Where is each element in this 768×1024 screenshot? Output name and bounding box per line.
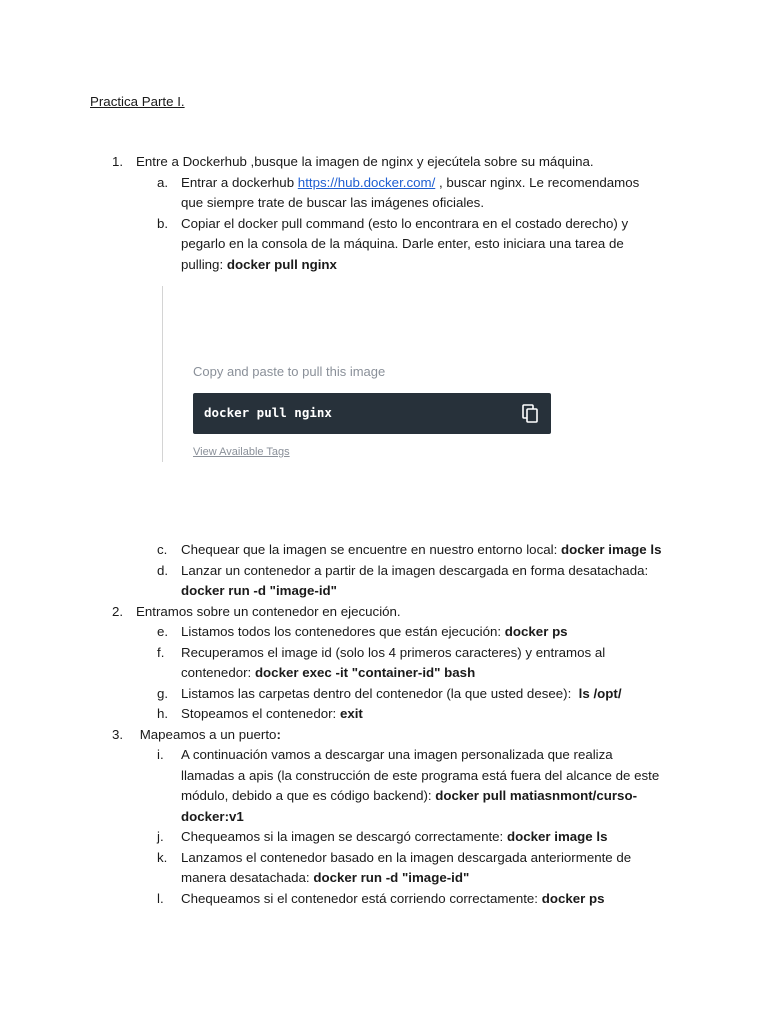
sublist-label: k. xyxy=(157,850,168,865)
sublist-item-j xyxy=(181,827,607,847)
sublist-label: l. xyxy=(157,891,164,906)
text: , buscar nginx. Le recomendamos xyxy=(435,175,640,190)
pull-command: docker pull nginx xyxy=(204,405,332,420)
list-item-text: Entre a Dockerhub ,busque la imagen de nginx y ejecútela sobre su máquina. xyxy=(136,154,594,169)
text: Chequeamos si el contenedor está corriendo correctamente: xyxy=(181,891,542,906)
text: Mapeamos a un puerto xyxy=(136,727,277,742)
command: docker ps xyxy=(541,891,605,906)
command: docker exec -it "container-id" bash xyxy=(254,665,476,680)
sublist-item-i-line4 xyxy=(181,807,244,827)
sublist-label: i. xyxy=(157,747,164,762)
command: exit xyxy=(339,706,363,721)
sublist-item-a xyxy=(181,173,639,193)
sublist-item-g xyxy=(181,684,622,704)
sublist-item-k-line1: Lanzamos el contenedor basado en la imagen descargada anteriormente de xyxy=(181,850,632,865)
command: docker pull nginx xyxy=(226,257,337,272)
view-tags-link[interactable]: View Available Tags xyxy=(193,446,290,458)
sublist-label: g. xyxy=(157,686,169,701)
text: Stopeamos el contenedor: xyxy=(181,706,340,721)
text: manera desatachada: xyxy=(181,870,314,885)
sublist-item-f-line1: Recuperamos el image id (solo los 4 primeros caracteres) y entramos al xyxy=(181,645,606,660)
list-item-text xyxy=(136,725,281,745)
command: docker:v1 xyxy=(181,809,244,824)
pull-caption: Copy and paste to pull this image xyxy=(193,364,386,379)
sublist-item-d-line1: Lanzar un contenedor a partir de la imagen descargada en forma desatachada: xyxy=(181,563,649,578)
text: Entrar a dockerhub xyxy=(181,175,298,190)
sublist-item-i-line1: A continuación vamos a descargar una imagen personalizada que realiza xyxy=(181,747,613,762)
sublist-label: j. xyxy=(157,829,164,844)
command: ls /opt/ xyxy=(578,686,622,701)
list-number: 2. xyxy=(112,604,124,619)
sublist-item-l xyxy=(181,889,605,909)
sublist-item-h xyxy=(181,704,363,724)
sublist-label: e. xyxy=(157,624,169,639)
colon: : xyxy=(276,727,281,742)
sublist-item-i-line2: llamadas a apis (la construcción de este programa está fuera del alcance de este xyxy=(181,768,660,783)
sublist-label: d. xyxy=(157,563,169,578)
text: Chequear que la imagen se encuentre en nuestro entorno local: xyxy=(181,542,561,557)
command: docker run -d "image-id" xyxy=(181,583,337,598)
command: docker pull matiasnmont/curso- xyxy=(435,788,638,803)
pull-command-box xyxy=(193,393,551,434)
copy-icon[interactable] xyxy=(521,404,539,424)
text: contenedor: xyxy=(181,665,255,680)
sublist-item-k-line2 xyxy=(181,868,469,888)
text: módulo, debido a que es código backend): xyxy=(181,788,436,803)
list-item-text: Entramos sobre un contenedor en ejecución. xyxy=(136,604,401,619)
list-number: 1. xyxy=(112,154,124,169)
sublist-label: a. xyxy=(157,175,169,190)
sublist-item-a-line2: que siempre trate de buscar las imágenes oficiales. xyxy=(181,195,485,210)
text: Listamos las carpetas dentro del contenedor (la que usted desee): xyxy=(181,686,579,701)
command: docker ps xyxy=(504,624,568,639)
command: docker image ls xyxy=(506,829,608,844)
sublist-item-c xyxy=(181,540,661,560)
page-title: Practica Parte I. xyxy=(90,94,185,109)
sublist-label: b. xyxy=(157,216,169,231)
sublist-item-e xyxy=(181,622,568,642)
sublist-item-i-line3 xyxy=(181,786,637,806)
sublist-item-f-line2 xyxy=(181,663,475,683)
command: docker image ls xyxy=(560,542,662,557)
text: pulling: xyxy=(181,257,227,272)
sublist-label: h. xyxy=(157,706,169,721)
sublist-item-d-line2 xyxy=(181,581,337,601)
sublist-item-b-line1: Copiar el docker pull command (esto lo encontrara en el costado derecho) y xyxy=(181,216,629,231)
sublist-label: c. xyxy=(157,542,168,557)
text: Listamos todos los contenedores que están ejecución: xyxy=(181,624,505,639)
sublist-item-b-line2: pegarlo en la consola de la máquina. Darle enter, esto iniciara una tarea de xyxy=(181,236,624,251)
list-number: 3. xyxy=(112,727,124,742)
command: docker run -d "image-id" xyxy=(313,870,470,885)
screenshot-frame-line xyxy=(162,286,163,462)
text: Chequeamos si la imagen se descargó correctamente: xyxy=(181,829,507,844)
dockerhub-link[interactable]: https://hub.docker.com/ xyxy=(297,175,436,190)
sublist-item-b-line3 xyxy=(181,255,337,275)
sublist-label: f. xyxy=(157,645,165,660)
